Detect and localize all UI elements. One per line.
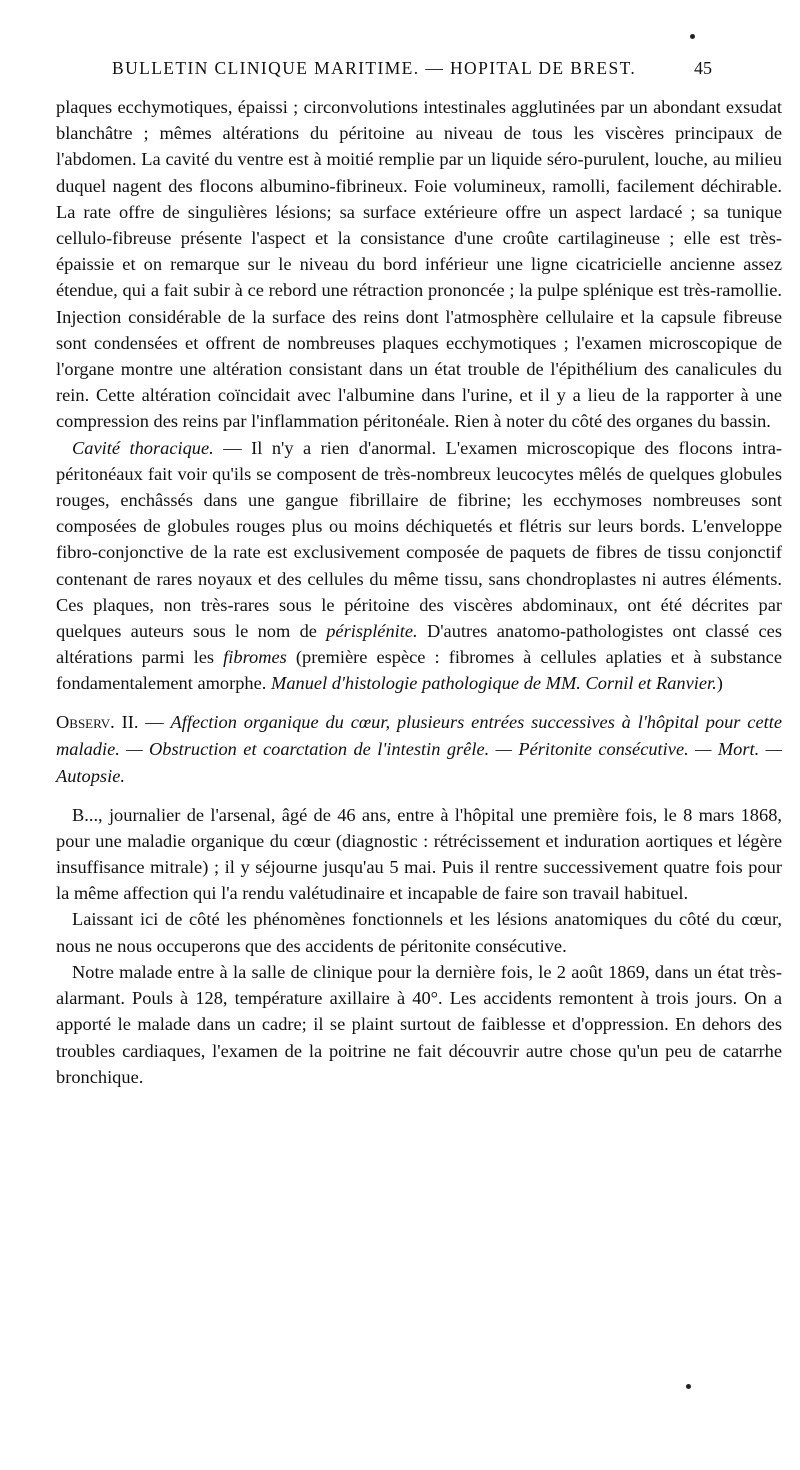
paragraph-text-part: ) — [716, 673, 723, 694]
paragraph-text-part: D'autres anatomo-pathologistes ont classé ces altérations parmi les — [56, 621, 782, 668]
paragraph-admission: Notre malade entre à la salle de clinique pour la dernière fois, le 2 août 1869, dans un état très-alarmant. Pouls à 128, température axillaire à 40°. Les accidents remontent à trois jours. On a apporté le malade dans un cadre; il se plaint surtout de faiblesse et d'oppression. En dehors des troubles cardiaques, l'examen de la poitrine ne fait découvrir autre chose qu'un peu de catarrhe bronchique. — [56, 961, 782, 1087]
body-text — [56, 94, 782, 1090]
running-title: BULLETIN CLINIQUE MARITIME. — HOPITAL DE BREST. — [112, 58, 637, 78]
paragraph-autopsy-abdomen: plaques ecchymotiques, épaissi ; circonvolutions intestinales agglutinées par un abondant exsudat blanchâtre ; mêmes altérations du péritoine au niveau de tous les viscères principaux de l'abdomen. La cavité du ventre est à moitié remplie par un liquide séro-purulent, louche, au milieu duquel nagent des flocons albumino-fibrineux. Foie volumineux, ramolli, facilement déchirable. La rate offre de singulières lésions; sa surface extérieure offre un aspect lardacé ; sa tunique cellulo-fibreuse présente l'aspect et la consistance d'une croûte cartilagineuse ; elle est très-épaissie et on remarque sur le niveau du bord inférieur une ligne cicatricielle ancienne assez étendue, qui a fait subir à ce rebord une rétraction prononcée ; la pulpe splénique est très-ramollie. Injection considérable de la surface des reins dont l'atmosphère cellulaire et la capsule fibreuse sont condensées et offrent de nombreuses plaques ecchymotiques ; l'examen microscopique de l'organe montre une altération consistant dans un état trouble de l'épithélium des canalicules du rein. Cette altération coïncidait avec l'albumine dans l'urine, et il y a lieu de la rapporter à une compression des reins par l'inflammation péritonéale. Rien à noter du côté des organes du bassin. — [56, 97, 782, 432]
observation-heading — [56, 709, 782, 790]
citation-manuel-histologie: Manuel d'histologie pathologique de MM. Cornil et Ranvier. — [271, 673, 717, 694]
observation-label: Observ. — [56, 711, 115, 732]
section-lead-cavite-thoracique: Cavité thoracique. — [72, 437, 214, 458]
ink-speck-top — [690, 34, 695, 39]
paragraph-text-part: (première espèce : fibromes à cellules aplaties et à substance fondamentalement amorphe. — [56, 647, 782, 694]
observation-title: Affection organique du cœur, plusieurs entrées successives à l'hôpital pour cette maladie. — Obstruction et coarctation de l'intestin grêle. — Péritonite consécutive. — Mort. — Autopsie. — [56, 711, 782, 786]
paragraph-text-part: — Il n'y a rien d'anormal. L'examen microscopique des flocons intra-péritonéaux fait voir qu'ils se composent de très-nombreux leucocytes mêlés de quelques globules rouges, enchâssés dans une gangue fibrillaire de fibrine; les ecchymoses nombreuses sont composées de globules rouges plus ou moins déchiquetés et flétris sur leurs bords. L'enveloppe fibro-conjonctive de la rate est exclusivement composée de paquets de fibres de tissu conjonctif contenant de rares noyaux et des cellules du même tissu, sans chondroplastes ni autres éléments. Ces plaques, non très-rares sous le péritoine des viscères abdominaux, ont été décrites par quelques auteurs sous le nom de — [56, 437, 782, 642]
paragraph-patient-history: B..., journalier de l'arsenal, âgé de 46 ans, entre à l'hôpital une première fois, le 8 mars 1868, pour une maladie organique du cœur (diagnostic : rétrécissement et induration aortiques et légère insuffisance mitrale) ; il y séjourne jusqu'au 5 mai. Puis il rentre successivement quatre fois pour la même affection qui l'a rendu valétudinaire et incapable de faire son travail habituel. — [56, 804, 782, 904]
running-header — [112, 58, 712, 88]
term-perisplenite: périsplénite. — [326, 621, 418, 642]
paragraph-thoracic-cavity — [56, 435, 782, 697]
page-number: 45 — [694, 58, 712, 78]
term-fibromes: fibromes — [223, 647, 287, 668]
ink-speck-bottom — [686, 1384, 691, 1389]
observation-number: II. — — [114, 711, 171, 732]
paragraph-scope: Laissant ici de côté les phénomènes fonctionnels et les lésions anatomiques du côté du cœur, nous ne nous occuperons que des accidents de péritonite consécutive. — [56, 909, 782, 956]
